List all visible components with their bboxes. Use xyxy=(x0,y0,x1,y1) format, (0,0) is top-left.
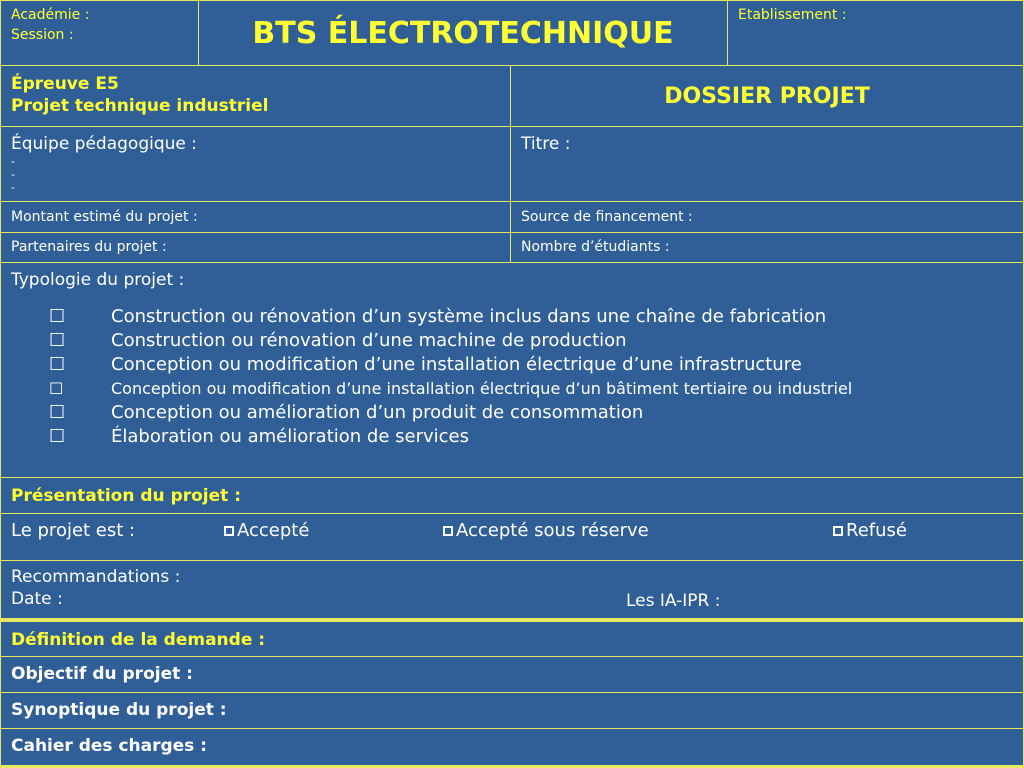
ia-ipr-label: Les IA-IPR : xyxy=(626,591,721,611)
montant-label: Montant estimé du projet : xyxy=(11,209,198,225)
nombre-etudiants-label: Nombre d’étudiants : xyxy=(521,239,670,255)
typologie-cell xyxy=(0,262,1024,478)
decision-refuse-option[interactable] xyxy=(833,520,907,541)
presentation-cell xyxy=(0,477,1024,514)
checkbox-icon[interactable]: ☐ xyxy=(49,330,66,351)
decision-accepte-option[interactable] xyxy=(224,520,309,541)
typologie-label: Typologie du projet : xyxy=(11,270,185,290)
source-cell xyxy=(510,201,1024,233)
typologie-option[interactable] xyxy=(49,353,1013,377)
source-label: Source de financement : xyxy=(521,209,693,225)
montant-cell xyxy=(0,201,511,233)
recommandations-label: Recommandations : xyxy=(11,567,181,587)
session-label: Session : xyxy=(11,27,74,43)
checkbox-icon[interactable]: ☐ xyxy=(49,379,64,398)
titre-cell xyxy=(510,126,1024,202)
typologie-list xyxy=(11,305,1013,449)
nombre-cell xyxy=(510,232,1024,263)
partenaires-label: Partenaires du projet : xyxy=(11,239,167,255)
decision-label: Le projet est : xyxy=(11,520,136,541)
typologie-option-label: Conception ou modification d’une installation électrique d’une infrastructure xyxy=(111,354,802,375)
epreuve-cell xyxy=(0,65,511,127)
definition-heading: Définition de la demande : xyxy=(11,630,266,650)
synoptique-heading: Synoptique du projet : xyxy=(11,700,227,720)
dossier-title: DOSSIER PROJET xyxy=(664,83,870,109)
equipe-cell xyxy=(0,126,511,202)
checkbox-icon[interactable]: ☐ xyxy=(49,306,66,327)
etablissement-cell xyxy=(727,0,1024,66)
typologie-option[interactable] xyxy=(49,305,1013,329)
epreuve-title: Épreuve E5 xyxy=(11,74,119,94)
page-title: BTS ÉLECTROTECHNIQUE xyxy=(252,15,674,51)
partenaires-cell xyxy=(0,232,511,263)
typologie-option-label: Construction ou rénovation d’un système inclus dans une chaîne de fabrication xyxy=(111,306,827,327)
date-label: Date : xyxy=(11,589,63,609)
objectif-cell xyxy=(0,656,1024,693)
typologie-option-label: Conception ou modification d’une installation électrique d’un bâtiment tertiaire ou industriel xyxy=(111,379,853,398)
dossier-cell xyxy=(510,65,1024,127)
checkbox-icon[interactable]: ☐ xyxy=(49,426,66,447)
typologie-option-label: Conception ou amélioration d’un produit de consommation xyxy=(111,402,644,423)
equipe-member-1: - xyxy=(11,155,15,168)
academie-label: Académie : xyxy=(11,7,90,23)
etablissement-label: Etablissement : xyxy=(738,7,847,23)
presentation-heading: Présentation du projet : xyxy=(11,486,241,506)
titre-label: Titre : xyxy=(521,134,571,154)
checkbox-icon[interactable]: ☐ xyxy=(49,402,66,423)
typologie-option-label: Élaboration ou amélioration de services xyxy=(111,426,469,447)
typologie-option[interactable] xyxy=(49,329,1013,353)
synoptique-cell xyxy=(0,692,1024,729)
decision-sous-reserve-option[interactable] xyxy=(443,520,649,541)
checkbox-icon[interactable] xyxy=(224,526,234,536)
title-cell xyxy=(198,0,728,66)
cahier-heading: Cahier des charges : xyxy=(11,736,208,756)
decision-cell xyxy=(0,513,1024,561)
typologie-option[interactable] xyxy=(49,401,1013,425)
equipe-label: Équipe pédagogique : xyxy=(11,134,198,154)
accepte-label: Accepté xyxy=(237,520,310,541)
typologie-option[interactable] xyxy=(49,377,1013,401)
checkbox-icon[interactable]: ☐ xyxy=(49,354,66,375)
typologie-option[interactable] xyxy=(49,425,1013,449)
equipe-member-3: - xyxy=(11,181,15,194)
refuse-label: Refusé xyxy=(846,520,907,541)
recommandations-cell xyxy=(0,560,1024,619)
cahier-cell xyxy=(0,728,1024,768)
sous-reserve-label: Accepté sous réserve xyxy=(456,520,649,541)
checkbox-icon[interactable] xyxy=(443,526,453,536)
checkbox-icon[interactable] xyxy=(833,526,843,536)
typologie-option-label: Construction ou rénovation d’une machine de production xyxy=(111,330,627,351)
epreuve-subtitle: Projet technique industriel xyxy=(11,96,269,116)
objectif-heading: Objectif du projet : xyxy=(11,664,193,684)
academie-session-cell xyxy=(0,0,199,66)
definition-cell xyxy=(0,619,1024,657)
equipe-member-2: - xyxy=(11,168,15,181)
